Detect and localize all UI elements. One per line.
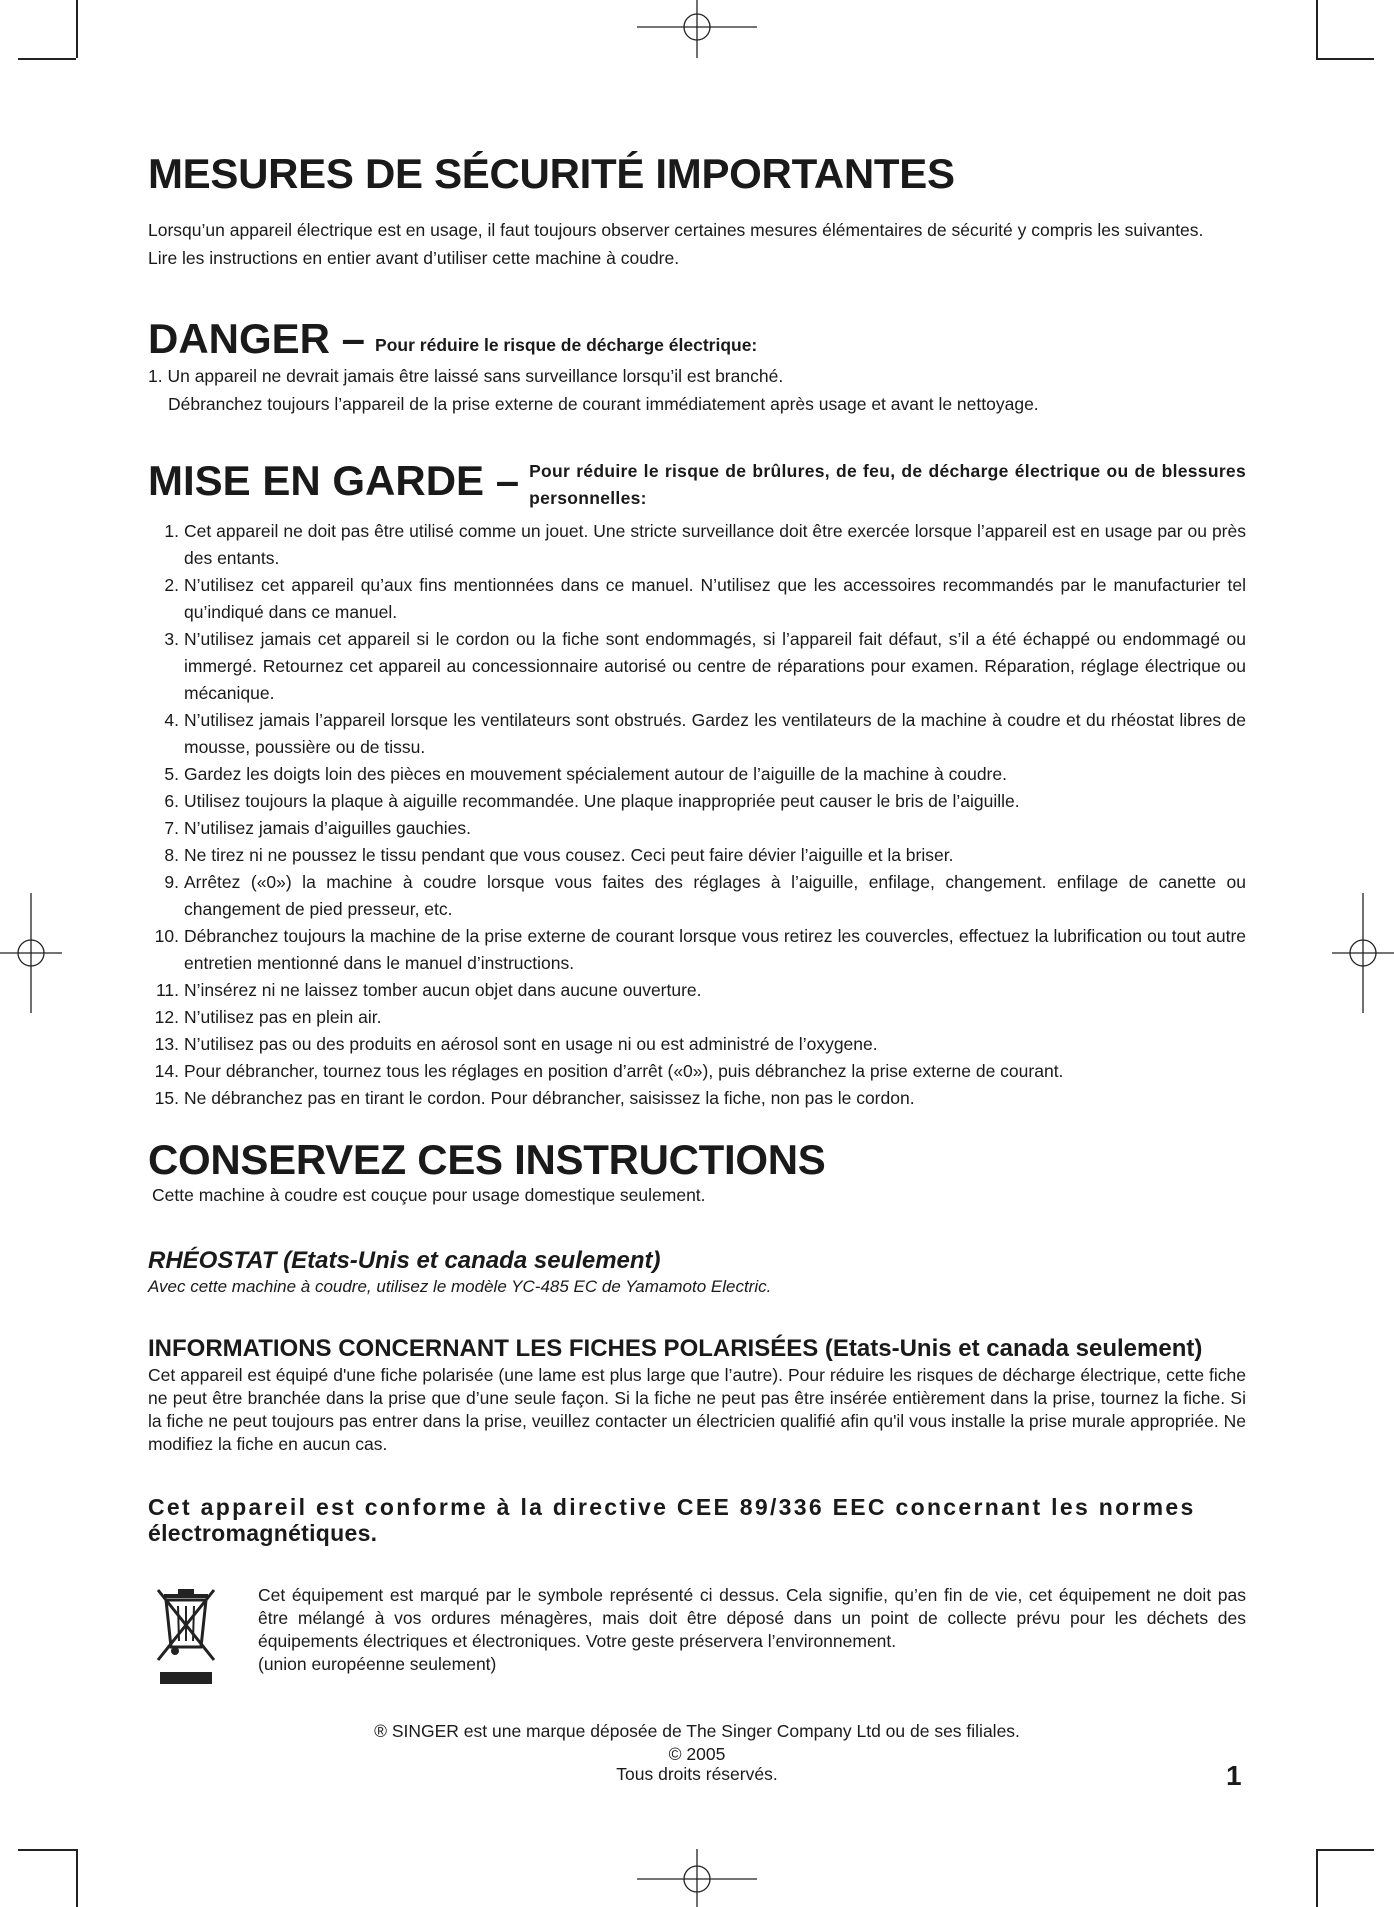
item-text: Ne débranchez pas en tirant le cordon. Pour débrancher, saisissez la fiche, non pas le cordon. bbox=[184, 1088, 915, 1108]
polarised-plug-text: Cet appareil est équipé d'une fiche polarisée (une lame est plus large que l’autre). Pour réduire les risques de décharge électrique, cette fiche ne peut être branchée dans la prise que d’une seule façon. Si la fiche ne peut pas être insérée entièrement dans la prise, tournez la fiche. Si la fiche ne peut toujours pas entrer dans la prise, veuillez contacter un électricien qualifié afin qu'il vous installe la prise murale appropriée. Ne modifiez la fiche en aucun cas. bbox=[148, 1365, 1246, 1454]
item-text: N’utilisez jamais cet appareil si le cordon ou la fiche sont endommagés, si l’appareil fait défaut, s’il a été échappé ou endommagé ou immergé. Retournez cet appareil au concessionnaire autorisé ou centre de réparations pour examen. Réparation, réglage électrique ou mécanique. bbox=[184, 629, 1246, 703]
intro-paragraph: Lorsqu’un appareil électrique est en usage, il faut toujours observer certaines mesures élémentaires de sécurité y compris les suivantes. bbox=[148, 220, 1204, 240]
item-text: Gardez les doigts loin des pièces en mouvement spécialement autour de l’aiguille de la machine à coudre. bbox=[184, 764, 1007, 784]
crossed-out-wheelie-bin-icon bbox=[148, 1584, 258, 1699]
weee-paragraph: Cet équipement est marqué par le symbole représenté ci dessus. Cela signifie, qu’en fin de vie, cet équipement ne doit pas être mélangé à vos ordures ménagères, mais doit être déposé dans un point de collecte prévu pour les déchets des équipements électriques et électroniques. Votre geste préservera l’environnement. bbox=[258, 1585, 1246, 1651]
page-content bbox=[148, 150, 1246, 1699]
item-text: N’utilisez pas ou des produits en aérosol sont en usage ni ou est administré de l’oxygene. bbox=[184, 1034, 878, 1054]
item-number: 13. bbox=[154, 1034, 179, 1054]
page-title: MESURES DE SÉCURITÉ IMPORTANTES bbox=[148, 150, 955, 197]
item-number: 14. bbox=[154, 1061, 179, 1081]
item-number: 4. bbox=[164, 710, 179, 730]
mise-en-garde-list bbox=[148, 518, 1246, 1112]
cee-line: Cet appareil est conforme à la directive CEE 89/336 EEC concernant les normes bbox=[148, 1494, 1196, 1520]
mise-en-garde-item bbox=[148, 518, 1246, 572]
mise-en-garde-item bbox=[148, 1085, 1246, 1112]
crop-mark bbox=[1316, 1849, 1318, 1907]
crop-mark bbox=[76, 0, 78, 58]
item-text: N’insérez ni ne laissez tomber aucun objet dans aucune ouverture. bbox=[184, 980, 702, 1000]
item-number: 15. bbox=[154, 1088, 179, 1108]
crop-mark bbox=[1316, 58, 1374, 60]
item-number: 3. bbox=[164, 629, 179, 649]
copyright-year: © 2005 bbox=[668, 1744, 726, 1764]
intro-paragraph: Lire les instructions en entier avant d’utiliser cette machine à coudre. bbox=[148, 248, 680, 268]
rights-reserved: Tous droits réservés. bbox=[616, 1764, 778, 1784]
mise-en-garde-item bbox=[148, 1004, 1246, 1031]
mise-en-garde-item bbox=[148, 815, 1246, 842]
cee-directive bbox=[148, 1494, 1246, 1546]
item-text: Pour débrancher, tournez tous les réglages en position d’arrêt («0»), puis débranchez la prise externe de courant. bbox=[184, 1061, 1064, 1081]
danger-heading bbox=[148, 316, 1246, 362]
item-number: 6. bbox=[164, 791, 179, 811]
item-number: 10. bbox=[154, 926, 179, 946]
conservez-title: CONSERVEZ CES INSTRUCTIONS bbox=[148, 1136, 826, 1183]
mise-en-garde-item bbox=[148, 707, 1246, 761]
crop-mark bbox=[76, 1849, 78, 1907]
registration-mark-left bbox=[0, 893, 62, 1013]
conservez-section bbox=[148, 1136, 1246, 1206]
crop-mark bbox=[1316, 1849, 1374, 1851]
rheostat-title: RHÉOSTAT (Etats-Unis et canada seulement) bbox=[148, 1247, 661, 1274]
registration-mark-top bbox=[637, 0, 757, 60]
mise-en-garde-item bbox=[148, 572, 1246, 626]
item-number: 11. bbox=[155, 980, 179, 1000]
item-text: Utilisez toujours la plaque à aiguille recommandée. Une plaque inappropriée peut causer le bris de l’aiguille. bbox=[184, 791, 1020, 811]
mise-en-garde-item bbox=[148, 923, 1246, 977]
item-number: 7. bbox=[164, 818, 179, 838]
mise-en-garde-subtitle: Pour réduire le risque de brûlures, de feu, de décharge électrique ou de blessures personnelles: bbox=[529, 461, 1246, 508]
item-text: Ne tirez ni ne poussez le tissu pendant que vous cousez. Ceci peut faire dévier l’aiguille et la briser. bbox=[184, 845, 954, 865]
item-number: 2. bbox=[164, 575, 179, 595]
item-text: Arrêtez («0») la machine à coudre lorsque vous faites des réglages à l’aiguille, enfilage, changement. enfilage de canette ou changement de pied presseur, etc. bbox=[184, 872, 1246, 919]
crop-mark bbox=[1316, 0, 1318, 58]
mise-en-garde-item bbox=[148, 761, 1246, 788]
item-text: N’utilisez jamais d’aiguilles gauchies. bbox=[184, 818, 471, 838]
item-text: Cet appareil ne doit pas être utilisé comme un jouet. Une stricte surveillance doit être exercée lorsque l’appareil est en usage par ou près des entants. bbox=[184, 521, 1246, 568]
item-number: 9. bbox=[164, 872, 179, 892]
rheostat-text: Avec cette machine à coudre, utilisez le modèle YC-485 EC de Yamamoto Electric. bbox=[148, 1277, 772, 1296]
danger-list bbox=[148, 362, 1246, 418]
danger-item: 1. Un appareil ne devrait jamais être laissé sans surveillance lorsqu’il est branché. bbox=[148, 366, 784, 386]
mise-en-garde-item bbox=[148, 842, 1246, 869]
mise-en-garde-item bbox=[148, 977, 1246, 1004]
item-text: N’utilisez pas en plein air. bbox=[184, 1007, 382, 1027]
danger-item-continuation: Débranchez toujours l’appareil de la prise externe de courant immédiatement après usage et avant le nettoyage. bbox=[168, 394, 1039, 414]
footer bbox=[148, 1718, 1246, 1784]
intro bbox=[148, 216, 1246, 272]
conservez-subtitle: Cette machine à coudre est couçue pour usage domestique seulement. bbox=[152, 1185, 706, 1205]
mise-en-garde-item bbox=[148, 1058, 1246, 1085]
weee-note: (union européenne seulement) bbox=[258, 1654, 497, 1674]
weee-text bbox=[258, 1584, 1246, 1699]
cee-line: électromagnétiques. bbox=[148, 1520, 378, 1546]
item-text: N’utilisez jamais l’appareil lorsque les ventilateurs sont obstrués. Gardez les ventilateurs de la machine à coudre et du rhéostat libres de mousse, poussière ou de tissu. bbox=[184, 710, 1246, 757]
trademark-notice: ® SINGER est une marque déposée de The Singer Company Ltd ou de ses filiales. bbox=[374, 1721, 1020, 1741]
item-number: 5. bbox=[164, 764, 179, 784]
weee-section bbox=[148, 1584, 1246, 1699]
registration-mark-bottom bbox=[637, 1847, 757, 1907]
polarised-plug-title: INFORMATIONS CONCERNANT LES FICHES POLARISÉES (Etats-Unis et canada seulement) bbox=[148, 1335, 1203, 1362]
item-number: 8. bbox=[164, 845, 179, 865]
mise-en-garde-item bbox=[148, 626, 1246, 707]
danger-subtitle: Pour réduire le risque de décharge électrique: bbox=[375, 335, 758, 355]
mise-en-garde-label: MISE EN GARDE – bbox=[148, 457, 520, 504]
item-number: 12. bbox=[154, 1007, 179, 1027]
item-text: Débranchez toujours la machine de la prise externe de courant lorsque vous retirez les couvercles, effectuez la lubrification ou tout autre entretien mentionné dans le manuel d’instructions. bbox=[184, 926, 1246, 973]
page-number: 1 bbox=[1226, 1760, 1242, 1791]
mise-en-garde-item bbox=[148, 869, 1246, 923]
mise-en-garde-item bbox=[148, 788, 1246, 815]
crop-mark bbox=[18, 1849, 76, 1851]
danger-label: DANGER – bbox=[148, 315, 366, 362]
crop-mark bbox=[18, 58, 76, 60]
item-number: 1. bbox=[164, 521, 179, 541]
mise-en-garde-heading bbox=[148, 458, 1246, 512]
item-text: N’utilisez cet appareil qu’aux fins mentionnées dans ce manuel. N’utilisez que les accessoires recommandés par le manufacturier tel qu’indiqué dans ce manuel. bbox=[184, 575, 1246, 622]
mise-en-garde-item bbox=[148, 1031, 1246, 1058]
registration-mark-right bbox=[1332, 893, 1394, 1013]
